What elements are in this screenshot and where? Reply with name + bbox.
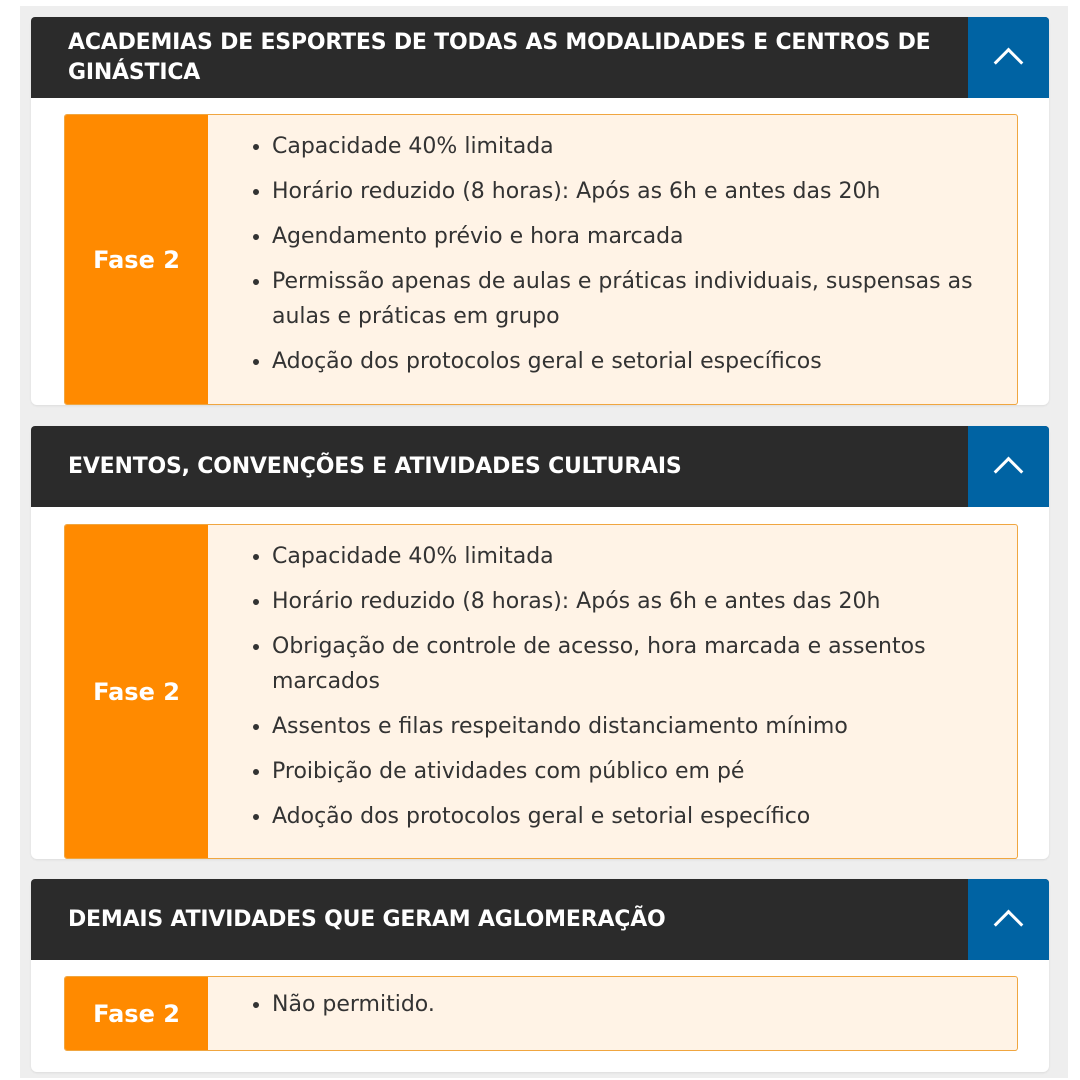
phase-label: Fase 2 — [65, 525, 208, 858]
list-item: • Adoção dos protocolos geral e setorial específicos — [272, 344, 987, 379]
accordion-header[interactable] — [31, 879, 1049, 960]
chevron-up-icon — [994, 48, 1024, 78]
phase-label: Fase 2 — [65, 115, 208, 404]
accordion-title: EVENTOS, CONVENÇÕES E ATIVIDADES CULTURAIS — [68, 453, 682, 479]
list-item: • Obrigação de controle de acesso, hora marcada e assentos marcados — [272, 629, 987, 699]
phase-label: Fase 2 — [65, 977, 208, 1050]
phase-row — [64, 524, 1018, 859]
collapse-toggle-button[interactable] — [968, 879, 1049, 960]
chevron-up-icon — [994, 910, 1024, 940]
list-item: • Capacidade 40% limitada — [272, 539, 987, 574]
collapse-toggle-button[interactable] — [968, 426, 1049, 507]
list-item: • Capacidade 40% limitada — [272, 129, 987, 164]
rules-list — [208, 977, 465, 1050]
rules-list — [208, 525, 1017, 858]
chevron-up-icon — [994, 457, 1024, 487]
accordion-events — [31, 426, 1049, 859]
list-item: • Adoção dos protocolos geral e setorial específico — [272, 799, 987, 834]
accordion-title: DEMAIS ATIVIDADES QUE GERAM AGLOMERAÇÃO — [68, 906, 666, 932]
phase-row — [64, 114, 1018, 405]
list-item: • Agendamento prévio e hora marcada — [272, 219, 987, 254]
accordion-title: ACADEMIAS DE ESPORTES DE TODAS AS MODALIDADES E CENTROS DE GINÁSTICA — [68, 29, 931, 85]
list-item: • Assentos e filas respeitando distanciamento mínimo — [272, 709, 987, 744]
list-item: • Proibição de atividades com público em pé — [272, 754, 987, 789]
rules-list — [208, 115, 1017, 404]
list-item: • Permissão apenas de aulas e práticas individuais, suspensas as aulas e práticas em grupo — [272, 264, 987, 334]
accordion-header[interactable] — [31, 17, 1049, 98]
list-item: • Horário reduzido (8 horas): Após as 6h e antes das 20h — [272, 584, 987, 619]
list-item: • Não permitido. — [272, 987, 435, 1022]
accordion-crowd-activities — [31, 879, 1049, 1072]
list-item: • Horário reduzido (8 horas): Após as 6h e antes das 20h — [272, 174, 987, 209]
accordion-header[interactable] — [31, 426, 1049, 507]
collapse-toggle-button[interactable] — [968, 17, 1049, 98]
accordion-gyms — [31, 17, 1049, 405]
phase-row — [64, 976, 1018, 1051]
